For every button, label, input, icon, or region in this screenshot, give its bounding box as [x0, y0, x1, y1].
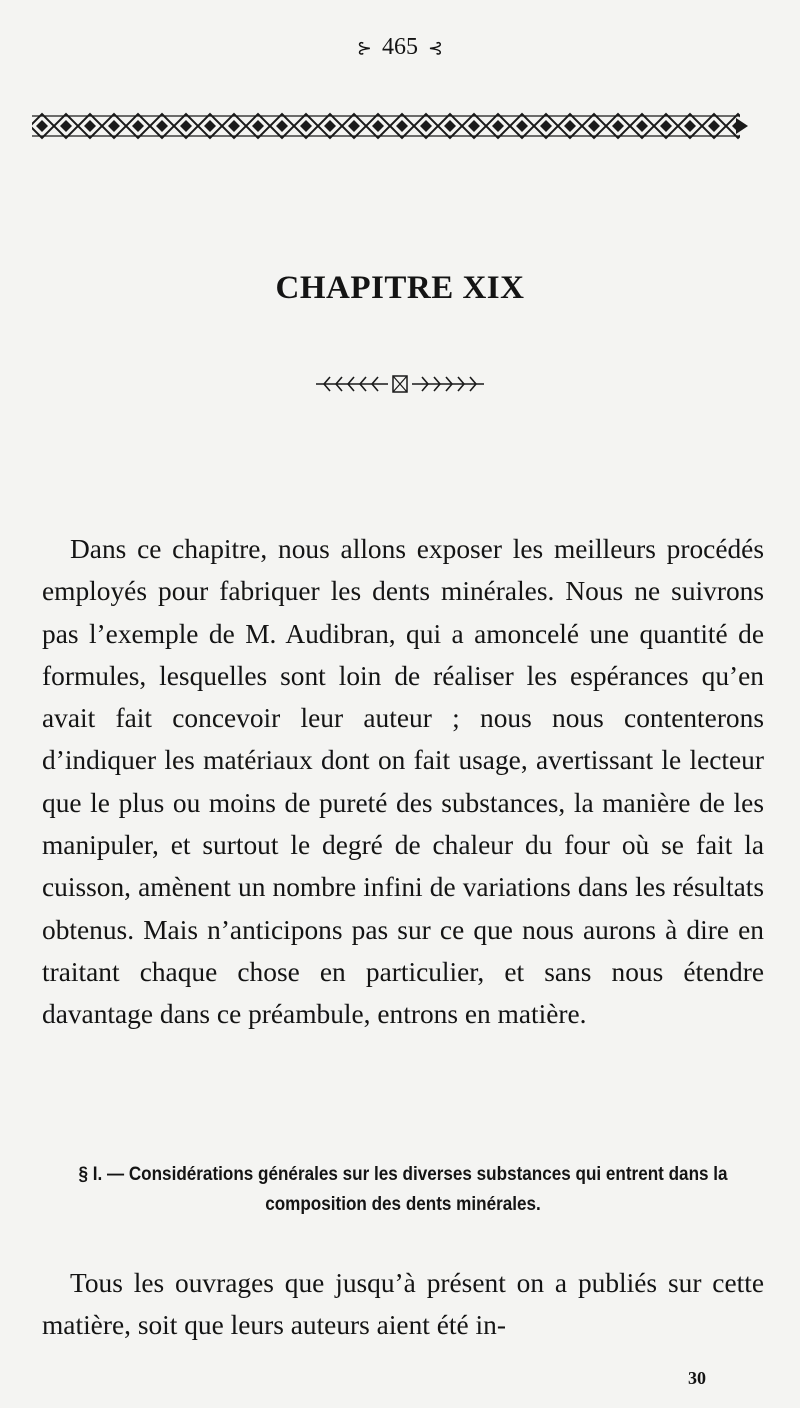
chapter-title: CHAPITRE XIX: [275, 270, 525, 306]
intro-paragraph: Dans ce chapitre, nous allons exposer les meilleurs procédés employés pour fabriquer les dents minérales. Nous ne suivrons pas l’exemple de M. Audibran, qui a amoncelé une quantité de formules, lesquelles sont loin de réaliser les espérances qu’en avait fait concevoir leur auteur ; nous nous contenterons d’indiquer les matériaux dont on fait usage, avertissant le lecteur que le plus ou moins de pureté des substances, la manière de les manipuler, et surtout le degré de chaleur du four où se fait la cuisson, amènent un nombre infini de variations dans les résultats obtenus. Mais n’anticipons pas sur ce que nous aurons à dire en traitant chaque chose en particulier, et sans nous étendre davantage dans ce préambule, entrons en matière.: [42, 534, 764, 1030]
page-number: 465: [382, 34, 418, 60]
page-header: [0, 34, 800, 61]
ornament-band-icon: [30, 108, 750, 144]
signature-mark: 30: [688, 1368, 706, 1388]
vignette-ornament-icon: [310, 372, 490, 396]
section-paragraph: Tous les ouvrages que jusqu’à présent on a publiés sur cette matière, soit que leurs auteurs aient été in-: [42, 1268, 764, 1340]
header-flourish-left-icon: ⊱: [356, 37, 372, 58]
header-flourish-right-icon: ⊰: [428, 37, 444, 58]
section-heading: § I. — Considérations générales sur les diverses substances qui entrent dans la composition des dents minérales.: [78, 1164, 728, 1215]
